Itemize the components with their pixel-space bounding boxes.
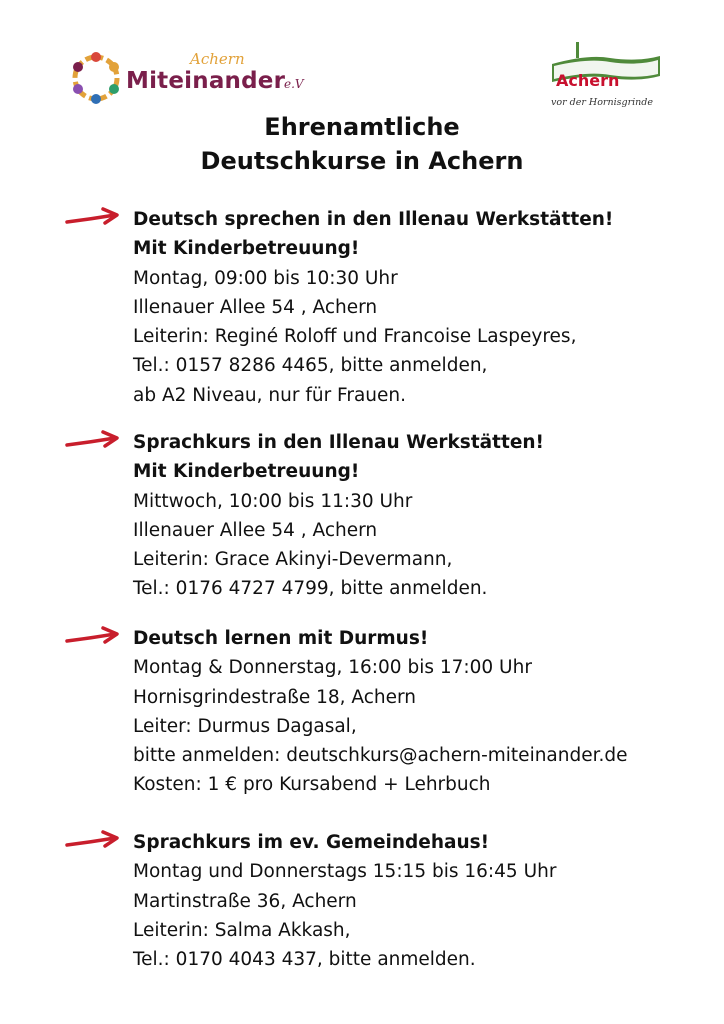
course-schedule: Montag, 09:00 bis 10:30 Uhr [133,267,398,289]
logo-script-text: Achern [190,50,245,68]
course-block [133,828,713,974]
course-heading: Deutsch lernen mit Durmus! [133,628,429,649]
logo-main-text: Miteinander [126,68,286,94]
red-arrow-icon [65,626,121,648]
course-address: Illenauer Allee 54 , Achern [133,519,378,541]
course-schedule: Mittwoch, 10:00 bis 11:30 Uhr [133,490,413,512]
logo-suffix-text: e.V [284,77,304,91]
course-heading: Sprachkurs im ev. Gemeindehaus! [133,832,490,853]
people-circle-icon [68,50,124,106]
course-leader: Leiterin: Grace Akinyi-Devermann, [133,549,453,571]
course-block [133,428,713,604]
page-title [0,110,724,178]
course-contact: Tel.: 0157 8286 4465, bitte anmelden, [133,355,488,377]
course-leader: Leiterin: Reginé Roloff und Francoise Laspeyres, [133,326,577,348]
achern-city-logo [548,42,666,112]
course-leader: Leiterin: Salma Akkash, [133,919,351,941]
course-address: Illenauer Allee 54 , Achern [133,296,378,318]
title-line-2: Deutschkurse in Achern [200,147,524,175]
course-schedule: Montag & Donnerstag, 16:00 bis 17:00 Uhr [133,657,532,679]
city-name: Achern [556,71,620,90]
title-line-1: Ehrenamtliche [264,113,460,141]
course-contact: Tel.: 0170 4043 437, bitte anmelden. [133,949,476,971]
course-block [133,624,713,800]
course-address: Hornisgrindestraße 18, Achern [133,686,417,708]
course-contact: Tel.: 0176 4727 4799, bitte anmelden. [133,578,488,600]
course-contact: bitte anmelden: deutschkurs@achern-miteinander.de [133,745,628,767]
achern-miteinander-logo [68,44,304,114]
course-block [133,205,713,410]
red-arrow-icon [65,830,121,852]
red-arrow-icon [65,430,121,452]
course-schedule: Montag und Donnerstags 15:15 bis 16:45 Uhr [133,861,557,883]
course-address: Martinstraße 36, Achern [133,890,357,912]
red-arrow-icon [65,207,121,229]
course-subheading: Mit Kinderbetreuung! [133,461,360,483]
city-tagline: vor der Hornisgrinde [551,97,653,108]
course-heading: Deutsch sprechen in den Illenau Werkstätten! [133,209,614,230]
course-leader: Leiter: Durmus Dagasal, [133,715,357,737]
course-note: ab A2 Niveau, nur für Frauen. [133,384,407,406]
course-heading: Sprachkurs in den Illenau Werkstätten! [133,432,544,453]
course-cost: Kosten: 1 € pro Kursabend + Lehrbuch [133,774,491,796]
course-subheading: Mit Kinderbetreuung! [133,238,360,260]
